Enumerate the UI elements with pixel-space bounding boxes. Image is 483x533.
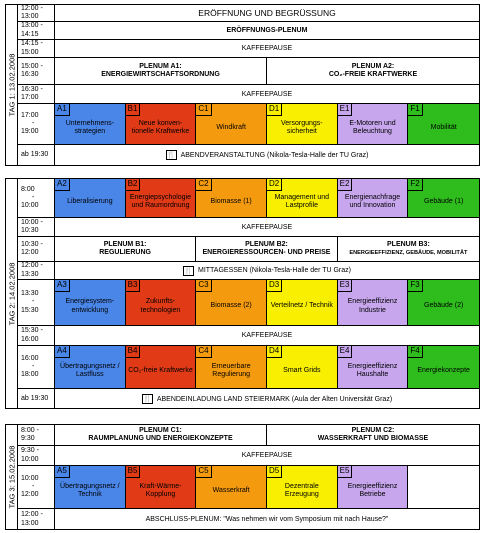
session-code: B2 — [126, 179, 141, 191]
session-title: Windkraft — [216, 123, 246, 131]
session-code: D1 — [267, 104, 282, 116]
session-cell — [338, 466, 409, 508]
schedule-row — [18, 466, 479, 509]
session-title: Übertragungsnetz / Lastfluss — [60, 362, 120, 378]
day-label: TAG 2: 14.02.2008 — [6, 179, 18, 408]
schedule-row — [18, 346, 479, 389]
session-cell — [126, 466, 197, 508]
plenum-cell: PLENUM C1: RAUMPLANUNG UND ENERGIEKONZEPTE — [55, 425, 267, 445]
session-cell — [408, 346, 479, 388]
schedule-row — [18, 85, 479, 104]
plenum-cell: PLENUM B2: ENERGIERESSOURCEN- UND PREISE — [196, 237, 338, 261]
plenum-cell: PLENUM A1: ENERGIEWIRTSCHAFTSORDNUNG — [55, 58, 267, 84]
session-code: D3 — [267, 280, 282, 292]
session-title: Übertragungsnetz / Technik — [60, 482, 120, 498]
session-title: Zukunfts-technologien — [140, 298, 181, 314]
session-cell — [55, 179, 126, 217]
schedule-row — [18, 179, 479, 218]
plenum-cell: PLENUM A2: CO₂-FREIE KRAFTWERKE — [328, 62, 418, 78]
session-code: B5 — [126, 466, 141, 478]
session-cell — [196, 280, 267, 325]
session-title: Mobilität — [430, 123, 457, 131]
session-code: C4 — [196, 346, 211, 358]
session-code: B4 — [126, 346, 141, 358]
session-title: Energiesystem-entwicklung — [65, 298, 115, 314]
plenum-cell: PLENUM B1: REGULIERUNG — [55, 237, 196, 261]
session-code: D4 — [267, 346, 282, 358]
plenum-cell: PLENUM B3: ENERGIEEFFIZIENZ, GEBÄUDE, MOBILITÄT — [349, 241, 468, 256]
time-cell: ab 19:30 — [18, 389, 55, 409]
session-cell — [126, 280, 197, 325]
session-code: F3 — [408, 280, 422, 292]
evening-event: 🍴 ABENDEINLADUNG LAND STEIERMARK (Aula der Alten Universität Graz) — [142, 395, 393, 403]
session-code: D2 — [267, 179, 282, 191]
session-code: C2 — [196, 179, 211, 191]
session-code: B3 — [126, 280, 141, 292]
session-cell — [408, 466, 479, 508]
cutlery-icon: 🍴 — [166, 152, 176, 159]
schedule-row — [18, 5, 479, 22]
session-cell — [267, 346, 338, 388]
day-2-block — [5, 178, 480, 409]
time-cell: 16:30 - 17:00 — [18, 85, 55, 103]
opening-title: ERÖFFNUNG UND BEGRÜSSUNG — [198, 8, 336, 18]
session-title: Verteilnetz / Technik — [270, 302, 333, 310]
session-code: A5 — [55, 466, 70, 478]
session-title: Kraft-Wärme-Kopplung — [139, 482, 182, 498]
session-title: Versorgungs-sicherheit — [281, 119, 323, 135]
time-cell: 9:30 - 10:00 — [18, 446, 55, 465]
schedule-row — [18, 509, 479, 530]
session-title: Gebäude (1) — [424, 197, 464, 205]
day-label: TAG 3: 15.02.2008 — [6, 425, 18, 529]
schedule-row — [18, 446, 479, 466]
coffee-break: KAFFEEPAUSE — [241, 45, 293, 52]
session-code: A4 — [55, 346, 70, 358]
plenum-title: ERÖFFNUNGS-PLENUM — [226, 27, 308, 34]
schedule-row — [18, 389, 479, 409]
schedule-row — [18, 425, 479, 446]
time-cell: 15:00 - 16:30 — [18, 58, 55, 84]
session-title: CO₂-freie Kraftwerke — [128, 366, 193, 374]
session-title: Management und Lastprofile — [274, 193, 330, 209]
session-cell — [196, 179, 267, 217]
session-cell — [196, 104, 267, 144]
session-code: E2 — [338, 179, 353, 191]
session-cell — [408, 179, 479, 217]
session-cell — [55, 104, 126, 144]
schedule-row — [18, 40, 479, 58]
time-cell: 10:30 - 12:00 — [18, 237, 55, 261]
session-code: F4 — [408, 346, 422, 358]
cutlery-icon: 🍴 — [184, 267, 193, 275]
session-title: Energieeffizienz Industrie — [347, 298, 398, 314]
session-code: D5 — [267, 466, 282, 478]
session-code: E1 — [338, 104, 353, 116]
session-title: Neue konven-tionelle Kraftwerke — [131, 119, 190, 135]
session-title: Energiepsychologie und Raumordnung — [129, 193, 192, 209]
evening-event: 🍴 ABENDVERANSTALTUNG (Nikola-Tesla-Halle der TU Graz) — [166, 151, 369, 159]
session-cell — [55, 346, 126, 388]
day-label: TAG 1: 13.02.2008 — [6, 5, 18, 165]
cutlery-icon: 🍴 — [142, 396, 152, 403]
session-title: Smart Grids — [283, 366, 321, 374]
schedule-row — [18, 218, 479, 237]
session-cell — [267, 179, 338, 217]
schedule-row — [18, 262, 479, 280]
schedule-row — [18, 104, 479, 145]
session-cell — [338, 179, 409, 217]
session-cell — [408, 104, 479, 144]
session-cell — [196, 346, 267, 388]
session-code: A1 — [55, 104, 70, 116]
session-cell — [267, 280, 338, 325]
session-title: Unternehmens-strategien — [65, 119, 114, 135]
session-title: Biomasse (1) — [210, 197, 252, 205]
plenum-cell: PLENUM C2: WASSERKRAFT UND BIOMASSE — [317, 426, 429, 442]
schedule-row — [18, 22, 479, 40]
session-code: C5 — [196, 466, 211, 478]
session-code: F1 — [408, 104, 422, 116]
session-cell — [338, 280, 409, 325]
session-cell — [267, 104, 338, 144]
time-cell: 12:00 - 13:30 — [18, 262, 55, 279]
session-title: Erneuerbare Regulierung — [211, 362, 251, 378]
time-cell: 17:00 - 19:00 — [18, 104, 55, 144]
time-cell: 15:30 - 16:00 — [18, 326, 55, 345]
coffee-break: KAFFEEPAUSE — [241, 223, 293, 231]
lunch-event: 🍴 MITTAGESSEN (Nikola-Tesla-Halle der TU Graz) — [184, 267, 351, 275]
session-title: E-Motoren und Beleuchtung — [349, 119, 396, 135]
session-title: Energieeffizienz Haushalte — [347, 362, 398, 378]
schedule-row — [18, 280, 479, 326]
session-code: A3 — [55, 280, 70, 292]
session-code: C1 — [196, 104, 211, 116]
time-cell: 8:00 - 10:00 — [18, 179, 55, 217]
session-title: Wasserkraft — [212, 486, 250, 494]
time-cell: 14:15 - 15:00 — [18, 40, 55, 57]
schedule-row — [18, 58, 479, 85]
session-cell — [408, 280, 479, 325]
session-title: Gebäude (2) — [424, 302, 464, 310]
session-cell — [338, 104, 409, 144]
coffee-break: KAFFEEPAUSE — [241, 332, 293, 339]
session-cell — [55, 466, 126, 508]
coffee-break: KAFFEEPAUSE — [241, 90, 293, 98]
time-cell: ab 19:30 — [18, 145, 55, 165]
session-cell — [55, 280, 126, 325]
session-code: B1 — [126, 104, 141, 116]
session-title: Energieeffizienz Betriebe — [347, 482, 398, 498]
session-code: E3 — [338, 280, 353, 292]
session-title: Dezentrale Erzeugung — [284, 482, 319, 498]
session-title — [408, 476, 479, 506]
session-title: Biomasse (2) — [210, 302, 252, 310]
time-cell: 12:00 - 13:00 — [18, 509, 55, 530]
time-cell: 13:30 - 15:30 — [18, 280, 55, 325]
session-title: Liberalisierung — [67, 197, 113, 205]
schedule-row — [18, 145, 479, 165]
session-code: E5 — [338, 466, 353, 478]
closing-plenum: ABSCHLUSS-PLENUM: "Was nehmen wir vom Symposium mit nach Hause?" — [145, 516, 389, 523]
session-cell — [267, 466, 338, 508]
time-cell: 8:00 - 9:30 — [18, 425, 55, 445]
coffee-break: KAFFEEPAUSE — [241, 452, 293, 459]
session-cell — [126, 346, 197, 388]
schedule-row — [18, 237, 479, 262]
schedule-row — [18, 326, 479, 346]
time-cell: 10:00 - 10:30 — [18, 218, 55, 236]
session-title: Energienachfrage und Innovation — [344, 193, 401, 209]
day-3-block — [5, 424, 480, 530]
session-code: C3 — [196, 280, 211, 292]
session-code: F2 — [408, 179, 422, 191]
session-cell — [126, 104, 197, 144]
time-cell: 16:00 - 18:00 — [18, 346, 55, 388]
session-cell — [126, 179, 197, 217]
time-cell: 13:00 - 14:15 — [18, 22, 55, 39]
session-cell — [338, 346, 409, 388]
session-title: Energiekonzepte — [417, 366, 470, 374]
session-cell — [196, 466, 267, 508]
time-cell: 12:00 - 13:00 — [18, 5, 55, 21]
session-code: A2 — [55, 179, 70, 191]
session-code: E4 — [338, 346, 353, 358]
day-1-block — [5, 4, 480, 166]
time-cell: 10:00 - 12:00 — [18, 466, 55, 508]
